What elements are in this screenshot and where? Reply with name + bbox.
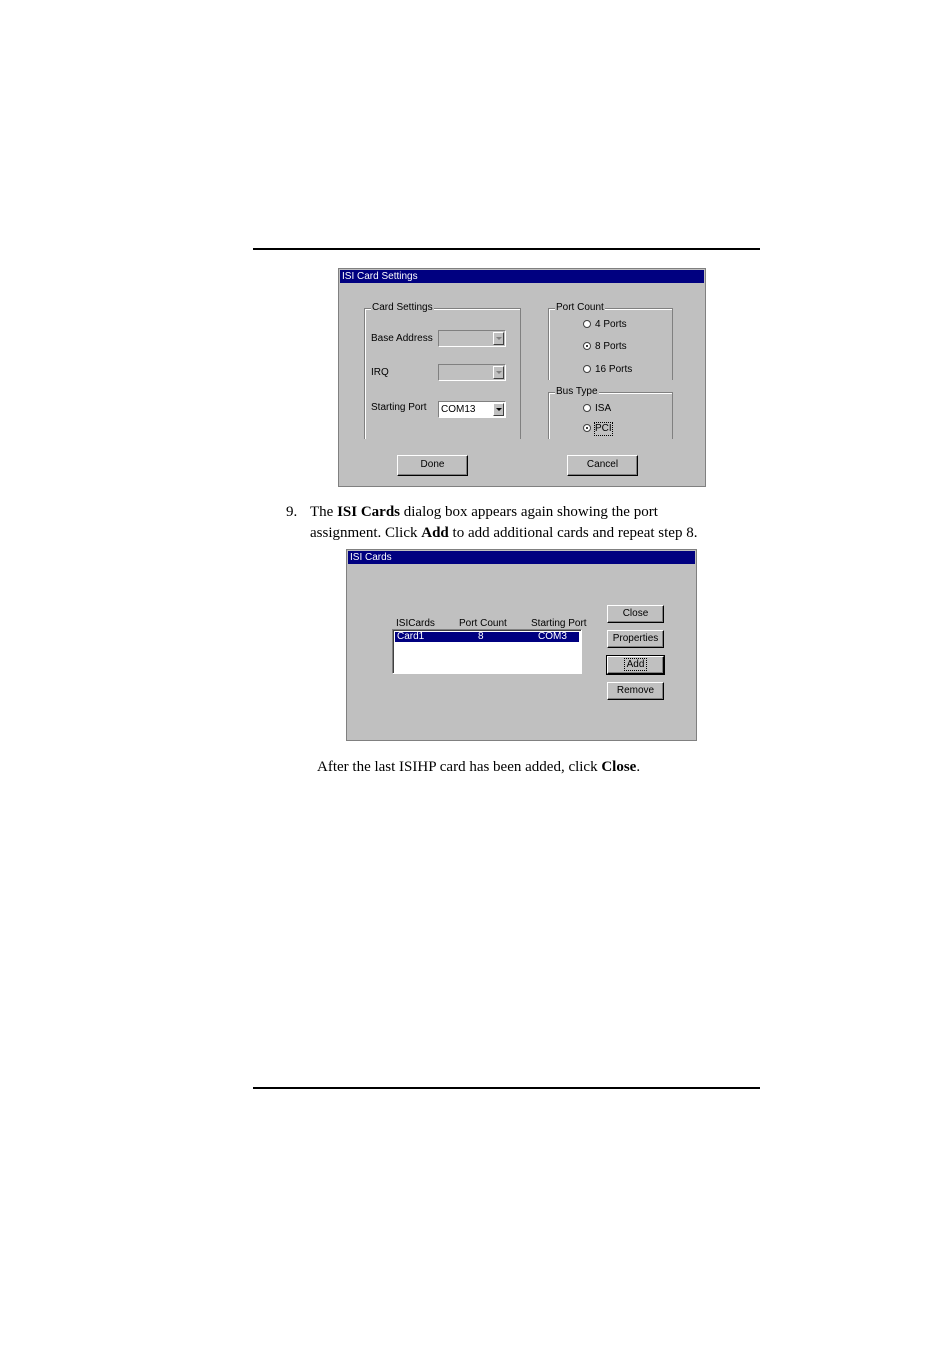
irq-label: IRQ: [371, 367, 389, 378]
radio-isa-label: ISA: [595, 403, 612, 414]
radio-pci-label: PCI: [595, 423, 612, 434]
after-text-pre: After the last ISIHP card has been added, click: [317, 759, 602, 775]
done-button-label: Done: [420, 459, 445, 470]
radio-dot: [583, 365, 591, 373]
close-button-label: Close: [622, 608, 649, 619]
column-header-starting-port[interactable]: Starting Port: [531, 618, 587, 629]
step-line-2-pre: assignment. Click: [310, 525, 422, 541]
card-settings-group-label: Card Settings: [372, 302, 433, 313]
irq-combo[interactable]: [438, 364, 506, 381]
remove-button[interactable]: [607, 682, 664, 700]
base-address-combo[interactable]: [438, 330, 506, 347]
step-line-1-pre: The: [310, 504, 338, 520]
chevron-down-icon: [493, 366, 504, 379]
base-address-label: Base Address: [371, 333, 433, 344]
after-text-bold: Close: [601, 759, 637, 775]
radio-dot-selected: [583, 342, 591, 350]
dialog-title: ISI Cards: [348, 551, 695, 564]
footer-rule: [253, 1087, 760, 1089]
isi-card-settings-dialog: [338, 268, 706, 487]
properties-button-label: Properties: [612, 633, 659, 644]
table-row[interactable]: [395, 632, 579, 642]
properties-button[interactable]: [607, 630, 664, 648]
header-rule: [253, 248, 760, 250]
card-name-cell: Card1: [397, 631, 425, 642]
step-line-2-bold: Add: [421, 525, 449, 541]
after-text-post: .: [636, 759, 641, 775]
done-button[interactable]: [397, 455, 468, 476]
step-line-1-bold: ISI Cards: [337, 504, 401, 520]
isi-cards-dialog: [346, 549, 697, 741]
cancel-button-label: Cancel: [586, 459, 619, 470]
cards-listbox[interactable]: [392, 629, 582, 674]
step-line-1: [310, 502, 658, 523]
radio-4-ports-label: 4 Ports: [595, 319, 627, 330]
starting-port-value: COM13: [441, 404, 476, 415]
starting-port-label: Starting Port: [371, 402, 427, 413]
step-number: 9.: [286, 504, 298, 520]
column-header-port-count[interactable]: Port Count: [459, 618, 507, 629]
step-line-2-post: to add additional cards and repeat step 8.: [448, 525, 698, 541]
close-button[interactable]: [607, 605, 664, 623]
step-line-1-post: dialog box appears again showing the port: [400, 504, 658, 520]
add-button-label: Add: [626, 659, 645, 670]
radio-dot: [583, 404, 591, 412]
starting-port-cell: COM3: [538, 631, 567, 642]
port-count-group-label: Port Count: [556, 302, 604, 313]
port-count-cell: 8: [478, 631, 484, 642]
dialog-title: ISI Card Settings: [340, 270, 704, 283]
radio-16-ports-label: 16 Ports: [595, 364, 633, 375]
starting-port-combo[interactable]: [438, 401, 506, 418]
radio-dot: [583, 320, 591, 328]
column-header-isicards[interactable]: ISICards: [396, 618, 435, 629]
add-button[interactable]: [607, 656, 664, 674]
remove-button-label: Remove: [616, 685, 655, 696]
radio-8-ports-label: 8 Ports: [595, 341, 627, 352]
step-line-2: [310, 523, 697, 544]
bus-type-group-label: Bus Type: [556, 386, 598, 397]
cancel-button[interactable]: [567, 455, 638, 476]
radio-dot-selected: [583, 424, 591, 432]
after-text: [317, 757, 640, 778]
chevron-down-icon: [493, 332, 504, 345]
chevron-down-icon: [493, 403, 504, 416]
